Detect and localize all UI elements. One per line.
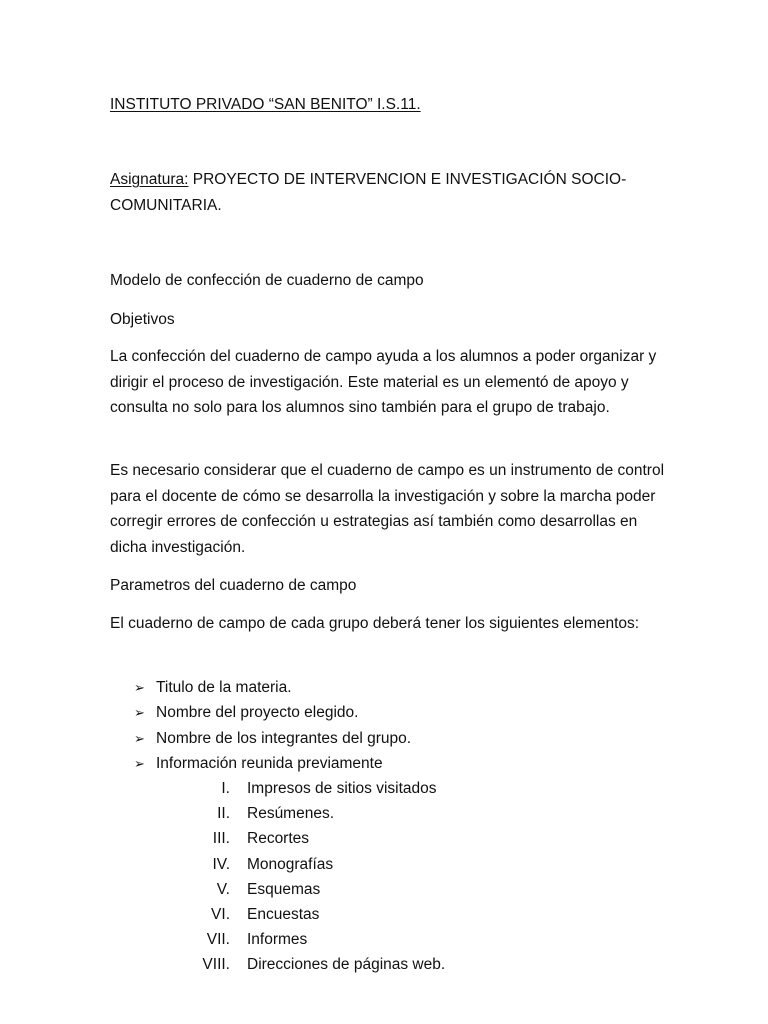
institute-title: INSTITUTO PRIVADO “SAN BENITO” I.S.11. — [110, 96, 421, 113]
sublist-item-text: Resúmenes. — [247, 805, 335, 823]
sublist-item — [150, 776, 445, 801]
sublist-item-text: Direcciones de páginas web. — [247, 956, 446, 974]
sublist-item — [150, 826, 445, 851]
roman-numeral: V. — [216, 880, 230, 898]
roman-numeral: I. — [221, 780, 230, 797]
sublist-item-text: Recortes — [247, 830, 310, 848]
sublist-item — [150, 801, 445, 826]
roman-numeral: IV. — [212, 855, 230, 873]
sublist-item — [150, 852, 445, 877]
model-title: Modelo de confección de cuaderno de campo — [110, 272, 424, 289]
sublist-item — [150, 902, 445, 927]
roman-numeral: III. — [212, 830, 230, 848]
roman-numeral: II. — [217, 805, 230, 823]
arrow-bullet-icon: ➢ — [134, 756, 145, 772]
subject-text-line2: COMUNITARIA. — [110, 197, 222, 214]
list-item: ➢ Información reunida previamente — [134, 751, 411, 776]
sublist-item-text: Esquemas — [247, 880, 321, 898]
subject-line — [110, 167, 626, 193]
arrow-bullet-icon: ➢ — [134, 731, 145, 747]
subject-label: Asignatura: — [110, 171, 189, 188]
sublist-item-text: Impresos de sitios visitados — [247, 780, 437, 797]
list-item: ➢ Nombre de los integrantes del grupo. — [134, 726, 411, 751]
objectives-heading: Objetivos — [110, 311, 175, 328]
roman-numeral: VII. — [206, 931, 230, 949]
sublist-item-text: Encuestas — [247, 905, 320, 923]
information-sublist — [150, 776, 445, 978]
list-item: ➢ Nombre del proyecto elegido. — [134, 700, 411, 725]
paragraph-elements: El cuaderno de campo de cada grupo deberá tener los siguientes elementos: — [110, 615, 640, 632]
roman-numeral: VIII. — [202, 956, 230, 974]
sublist-item — [150, 927, 445, 952]
paragraph-control: Es necesario considerar que el cuaderno de campo es un instrumento de control para el docente de cómo se desarrolla la investigación y sobre la marcha poder corregir errores de confección u estrategias así también como desarrollas en dicha investigación. — [110, 462, 665, 556]
roman-numeral: VI. — [211, 905, 230, 923]
sublist-item — [150, 877, 445, 902]
subject-text-line1: PROYECTO DE INTERVENCION E INVESTIGACIÓN SOCIO- — [192, 171, 627, 188]
list-item: ➢ Titulo de la materia. — [134, 675, 411, 700]
sublist-item-text: Informes — [247, 931, 308, 949]
elements-list — [134, 675, 411, 776]
sublist-item — [150, 952, 445, 977]
arrow-bullet-icon: ➢ — [134, 706, 145, 722]
sublist-item-text: Monografías — [247, 855, 334, 873]
paragraph-objectives: La confección del cuaderno de campo ayuda a los alumnos a poder organizar y dirigir el proceso de investigación. Este material es un elementó de apoyo y consulta no solo para los alumnos sino también para el grupo de trabajo. — [110, 348, 657, 416]
arrow-bullet-icon: ➢ — [134, 681, 145, 696]
parameters-heading: Parametros del cuaderno de campo — [110, 577, 357, 594]
